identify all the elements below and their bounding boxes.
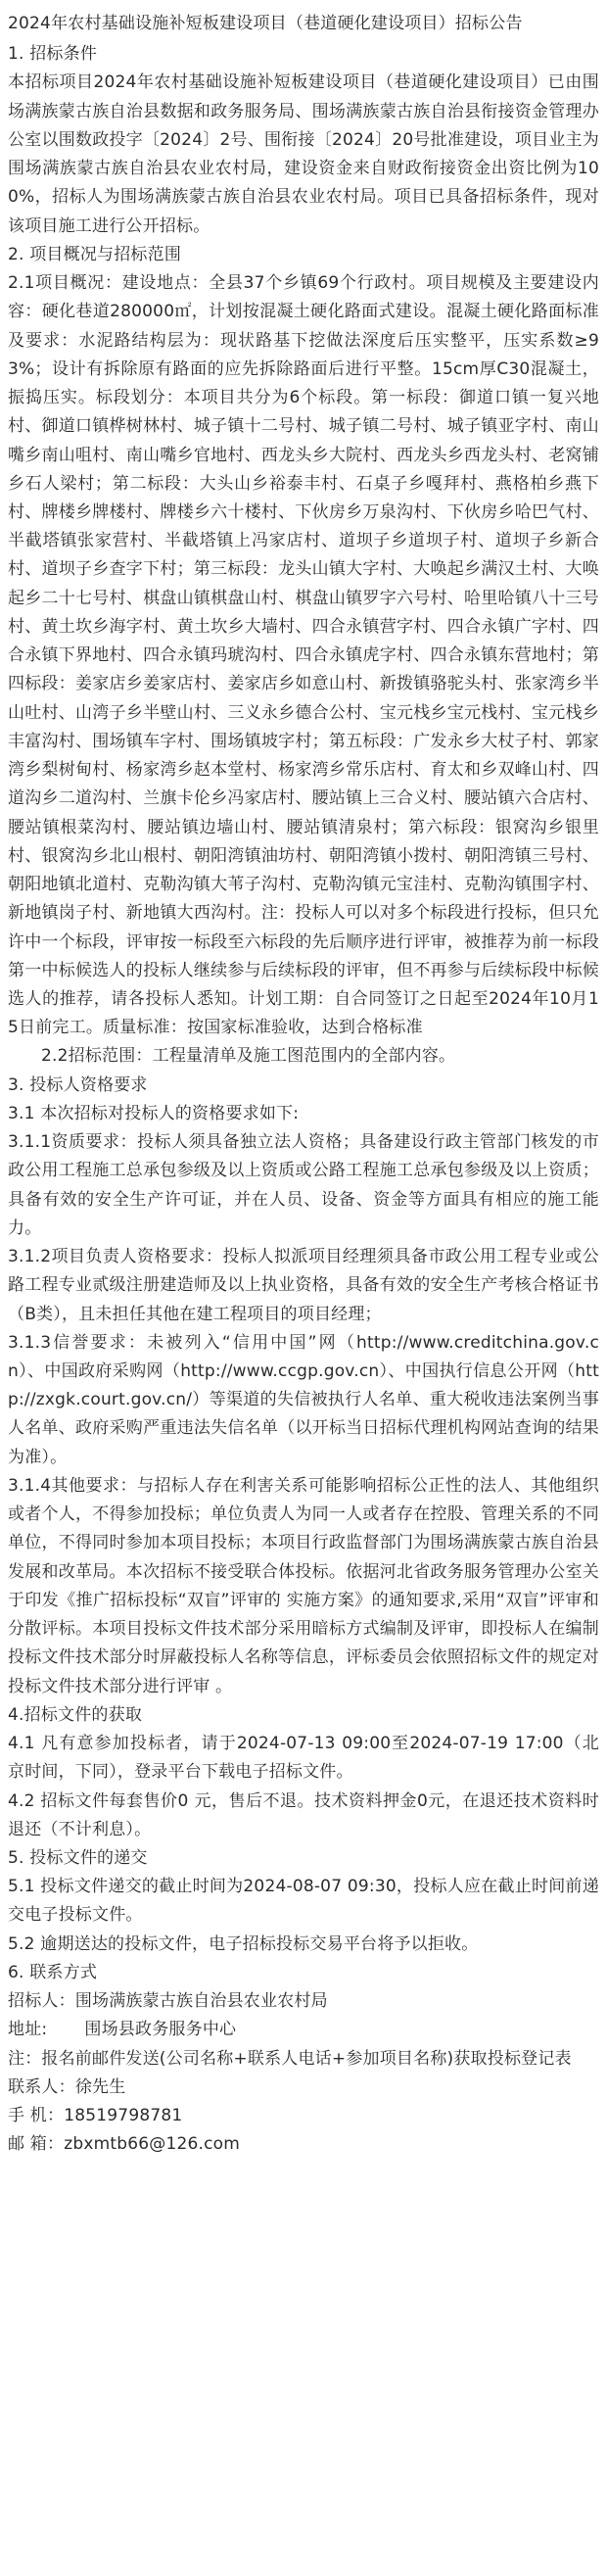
- contact-email: [8, 2130, 599, 2159]
- contact-phone-value: 18519798781: [64, 2106, 183, 2126]
- section-heading-obtain-documents: 4.招标文件的获取: [8, 1704, 143, 1725]
- project-overview-paragraph: 2.1项目概况：建设地点：全县37个乡镇69个行政村。项目规模及主要建设内容：硬化巷道280000㎡，计划按混凝土硬化路面式建设。混凝土硬化路面标准及要求：水泥路结构层为：现状路基下挖做法深度后压实整平，压实系数≥93%；设计有拆除原有路面的应先拆除路面后进行平整。15cm厚C30混凝土，振捣压实。标段划分：本项目共分为6个标段。第一标段：御道口镇一复兴地村、御道口镇桦树林村、城子镇十二号村、城子镇二号村、城子镇亚字村、南山嘴乡南山咀村、南山嘴乡官地村、西龙头乡大院村、西龙头乡西龙头村、老窝铺乡石人梁村；第二标段：大头山乡裕泰丰村、石桌子乡嘎拜村、燕格柏乡燕下村、牌楼乡牌楼村、牌楼乡六十楼村、下伙房乡万泉沟村、下伙房乡哈巴气村、半截塔镇张家营村、半截塔镇上冯家店村、道坝子乡道坝子村、道坝子乡新合村、道坝子乡查字下村；第三标段：龙头山镇大字村、大唤起乡满汉土村、大唤起乡二十七号村、棋盘山镇棋盘山村、棋盘山镇罗字六号村、哈里哈镇八十三号村、黄土坎乡海字村、黄土坎乡大墙村、四合永镇营字村、四合永镇广字村、四合永镇下界地村、四合永镇玛琥沟村、四合永镇虎字村、四合永镇东营地村；第四标段：姜家店乡姜家店村、姜家店乡如意山村、新拨镇骆驼头村、张家湾乡半山吐村、山湾子乡半壁山村、三义永乡德合公村、宝元栈乡宝元栈村、宝元栈乡丰富沟村、围场镇车字村、围场镇坡字村；第五标段：广发永乡大杖子村、郭家湾乡梨树甸村、杨家湾乡赵本堂村、杨家湾乡常乐店村、育太和乡双峰山村、四道沟乡二道沟村、兰旗卡伦乡冯家店村、腰站镇上三合义村、腰站镇六合店村、腰站镇根菜沟村、腰站镇边墙山村、腰站镇清泉村；第六标段：银窝沟乡银里村、银窝沟乡北山根村、朝阳湾镇油坊村、朝阳湾镇小拨村、朝阳湾镇三号村、朝阳地镇北道村、克勒沟镇大苇子沟村、克勒沟镇元宝洼村、克勒沟镇围字村、新地镇岗子村、新地镇大西沟村。注：投标人可以对多个标段进行投标，但只允许中一个标段，评审按一标段至六标段的先后顺序进行评审，被推荐为前一标段第一中标候选人的投标人继续参与后续标段的评审，但不再参与后续标段中标候选人的推荐，请各投标人悉知。计划工期：自合同签订之日起至2024年10月15日前完工。质量标准：按国家标准验收，达到合格标准: [8, 273, 599, 1038]
- contact-phone-label: 手 机：: [8, 2106, 65, 2126]
- qualification-license-requirement: 3.1.1资质要求：投标人须具备独立法人资格；具备建设行政主管部门核发的市政公用工程施工总承包参级及以上资质或公路工程施工总承包参级及以上资质；具备有效的安全生产许可证，并在人员、设备、资金等方面具有相应的施工能力。: [8, 1132, 599, 1238]
- contact-tenderer-value: 围场满族蒙古族自治县农业农村局: [74, 1991, 328, 2012]
- qualification-intro: 3.1 本次招标对投标人的资格要求如下:: [8, 1103, 300, 1123]
- section-heading-tender-conditions: 1. 招标条件: [8, 44, 98, 65]
- section-heading-contact: 6. 联系方式: [8, 1962, 98, 1982]
- obtain-documents-price: 4.2 招标文件每套售价0 元，售后不退。技术资料押金0元，在退还技术资料时退还（不计利息）。: [8, 1790, 599, 1839]
- contact-note: 注：报名前邮件发送(公司名称+联系人电话+参加项目名称)获取投标登记表: [8, 2048, 572, 2069]
- section-heading-submission: 5. 投标文件的递交: [8, 1848, 148, 1868]
- contact-tenderer: [8, 1987, 599, 2016]
- submission-deadline: 5.1 投标文件递交的截止时间为2024-08-07 09:30，投标人应在截止时间前递交电子投标文件。: [8, 1877, 599, 1926]
- page-title: 2024年农村基础设施补短板建设项目（巷道硬化建设项目）招标公告: [8, 14, 523, 33]
- section-heading-project-overview: 2. 项目概况与招标范围: [8, 244, 182, 264]
- contact-person-label: 联系人：: [8, 2076, 75, 2097]
- qualification-other-requirement: 3.1.4其他要求：与招标人存在利害关系可能影响招标公正性的法人、其他组织或者个人，不得参加投标；单位负责人为同一人或者存在控股、管理关系的不同单位，不得同时参加本项目投标；本项目行政监督部门为围场满族蒙古族自治县发展和改革局。本次招标不接受联合体投标。依据河北省政务服务管理办公室关于印发《推广招标投标“双盲”评审的 实施方案》的通知要求,采用“双盲”评审和分散评标。本项目投标文件技术部分采用暗标方式编制及评审，即投标人在编制投标文件技术部分时屏蔽投标人名称等信息，评标委员会依照招标文件的规定对投标文件技术部分进行评审 。: [8, 1475, 599, 1696]
- section-heading-qualification: 3. 投标人资格要求: [8, 1074, 148, 1095]
- submission-late-rule: 5.2 逾期送达的投标文件，电子招标投标交易平台将予以拒收。: [8, 1933, 479, 1954]
- obtain-documents-time: 4.1 凡有意参加投标者，请于2024-07-13 09:00至2024-07-19 17:00（北京时间，下同），登录平台下载电子招标文件。: [8, 1734, 599, 1783]
- tender-scope-paragraph: 2.2招标范围：工程量清单及施工图范围内的全部内容。: [41, 1046, 456, 1067]
- contact-address-value: 围场县政务服务中心: [84, 2020, 237, 2040]
- tender-conditions-paragraph: 本招标项目2024年农村基础设施补短板建设项目（巷道硬化建设项目）已由围场满族蒙古族自治县数据和政务服务局、围场满族蒙古族自治县衔接资金管理办公室以围数政投字〔2024〕2号、围衔接〔2024〕20号批准建设，项目业主为围场满族蒙古族自治县农业农村局，建设资金来自财政衔接资金出资比例为100%，招标人为围场满族蒙古族自治县农业农村局。项目已具备招标条件，现对该项目施工进行公开招标。: [8, 72, 599, 236]
- contact-phone: [8, 2102, 599, 2130]
- contact-person: [8, 2074, 599, 2102]
- qualification-manager-requirement: 3.1.2项目负责人资格要求：投标人拟派项目经理须具备市政公用工程专业或公路工程专业贰级注册建造师及以上执业资格，具备有效的安全生产考核合格证书（B类），且未担任其他在建工程项目的项目经理；: [8, 1247, 599, 1324]
- contact-tenderer-label: 招标人：: [8, 1991, 75, 2012]
- contact-person-value: 徐先生: [74, 2076, 126, 2097]
- contact-address-label: 地址:: [8, 2020, 48, 2040]
- contact-email-value[interactable]: zbxmtb66@126.com: [64, 2134, 241, 2155]
- contact-address: [8, 2016, 599, 2044]
- qualification-credit-requirement: 3.1.3信誉要求：未被列入“信用中国”网（http://www.creditchina.gov.cn）、中国政府采购网（http://www.ccgp.gov.cn）、中国执行信息公开网（http://zxgk.court.gov.cn/）等渠道的失信被执行人名单、重大税收违法案例当事人名单、政府采购严重违法失信名单（以开标当日招标代理机构网站查询的结果为准）。: [8, 1332, 599, 1467]
- contact-email-label: 邮 箱：: [8, 2134, 65, 2155]
